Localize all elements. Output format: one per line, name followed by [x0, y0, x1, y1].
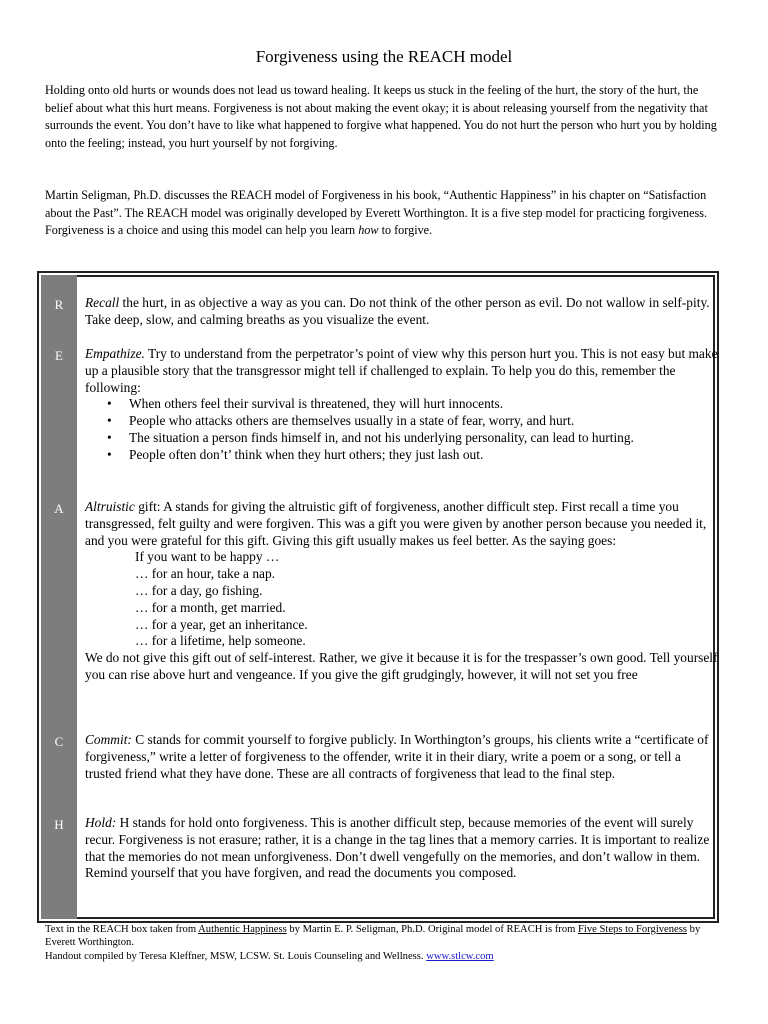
letter-c: C: [54, 734, 64, 749]
step-recall: [85, 295, 719, 329]
step-empathize: [85, 346, 719, 464]
saying-line: If you want to be happy …: [135, 549, 280, 565]
altruistic-lead: Altruistic: [85, 499, 135, 514]
list-item: • People often don’t’ think when they hurt others; they just lash out.: [107, 446, 484, 462]
altruistic-after-text: We do not give this gift out of self-interest. Rather, we give it because it is for the trespasser’s own good. Tell yourself you can rise above hurt and vengeance. If you give the gift grudgingly, however, it will not set you free: [85, 650, 718, 682]
footer-credit: Handout compiled by Teresa Kleffner, MSW, LCSW. St. Louis Counseling and Wellness. www.stlcw.com: [45, 951, 494, 962]
saying-line: … for an hour, take a nap.: [135, 566, 276, 582]
page-title: Forgiveness using the REACH model: [255, 47, 513, 66]
intro-p2-end: to forgive.: [378, 223, 433, 238]
saying-line: … for a lifetime, help someone.: [135, 633, 306, 649]
commit-lead: Commit:: [85, 732, 132, 747]
saying-line: … for a month, get married.: [135, 599, 286, 615]
reach-box: [37, 271, 719, 923]
letter-r: R: [54, 297, 64, 312]
saying-block: [85, 549, 719, 650]
step-hold: [85, 815, 719, 882]
list-item: • People who attacks others are themselves usually in a state of fear, worry, and hurt.: [107, 413, 575, 429]
recall-lead: Recall: [85, 295, 120, 310]
letter-h: H: [54, 817, 64, 832]
empathize-lead: Empathize.: [85, 346, 145, 361]
saying-line: … for a year, get an inheritance.: [135, 616, 308, 632]
altruistic-text: gift: A stands for giving the altruistic gift of forgiveness, another difficult step. First recall a time you transgressed, felt guilty and were forgiven. This was a gift you were given by another person because you needed it, and you were grateful for this gift. Giving this gift usually makes us feel better. As the saying goes:: [85, 499, 707, 548]
empathize-text: Try to understand from the perpetrator’s point of view why this person hurt you. This is not easy but make up a plausible story that the transgressor might tell if challenged to explain. To help you do this, remember the following:: [85, 346, 718, 395]
book-title-five-steps: Five Steps to Forgiveness: [578, 924, 687, 935]
intro-paragraph-2: [45, 187, 725, 240]
intro-p2-emphasis: how: [358, 223, 379, 238]
step-commit: [85, 732, 719, 782]
letter-a: A: [54, 501, 64, 516]
empathize-bullet-list: [85, 396, 719, 463]
book-title-authentic-happiness: Authentic Happiness: [198, 924, 287, 935]
recall-text: the hurt, in as objective a way as you can. Do not think of the other person as evil. Do not wallow in self-pity. Take deep, slow, and calming breaths as you visualize the event.: [85, 295, 710, 327]
website-link[interactable]: www.stlcw.com: [426, 951, 494, 962]
reach-letter-rail: [41, 275, 77, 919]
hold-text: H stands for hold onto forgiveness. This is another difficult step, because memories of the event will surely recur. Forgiveness is not erasure; rather, it is a change in the tag lines that a memory carries. It is important to realize that the memories do not mean unforgiveness. Don’t dwell vengefully on the memories, and don’t wallow in them. Remind yourself that you have forgiven, and read the documents you composed.: [85, 815, 710, 881]
list-item: • When others feel their survival is threatened, they will hurt innocents.: [107, 396, 504, 412]
intro-p2-text: Martin Seligman, Ph.D. discusses the REACH model of Forgiveness in his book, “Authentic Happiness” in his chapter on “Satisfaction about the Past”. The REACH model was originally developed by Everett Worthington. It is a five step model for practicing forgiveness. Forgiveness is a choice and using this model can help you learn: [45, 188, 708, 238]
letter-e: E: [55, 348, 63, 363]
intro-paragraph-1: Holding onto old hurts or wounds does not lead us toward healing. It keeps us stuck in the feeling of the hurt, the story of the hurt, the belief about what this hurt means. Forgiveness is not about making the event okay; it is about releasing yourself from the negativity that surrounds the event. You don’t have to like what happened to forgive what happened. You do not hurt the person who hurt you by holding onto the feeling; instead, you hurt yourself by not forgiving.: [45, 83, 717, 150]
footer-source-note: Text in the REACH box taken from Authentic Happiness by Martin E. P. Seligman, Ph.D. Original model of REACH is from Five Steps to Forgiveness by Everett Worthington.: [45, 924, 701, 948]
list-item: • The situation a person finds himself in, and not his underlying personality, can lead to hurting.: [107, 429, 634, 445]
hold-lead: Hold:: [85, 815, 117, 830]
saying-line: … for a day, go fishing.: [135, 582, 263, 598]
commit-text: C stands for commit yourself to forgive publicly. In Worthington’s groups, his clients write a “certificate of forgiveness,” write a letter of forgiveness to the offender, write it in their diary, write a poem or a song, or tell a trusted friend what they have done. These are all contracts of forgiveness that lead to the final step.: [85, 732, 709, 781]
step-altruistic: [85, 499, 719, 684]
